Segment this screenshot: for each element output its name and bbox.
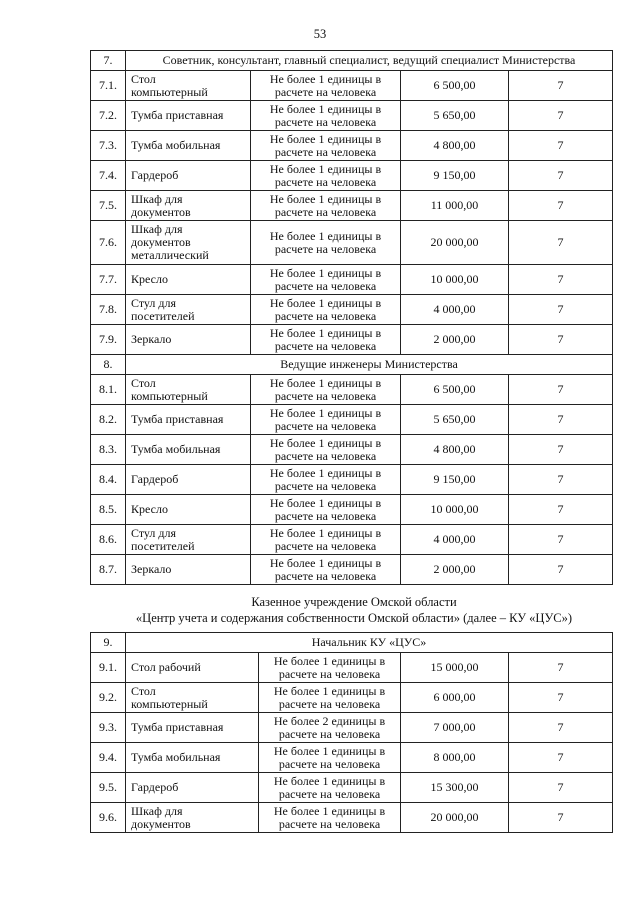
item-name-line: Тумба приставная	[131, 412, 224, 426]
table-row	[91, 161, 613, 191]
service-years: 7	[509, 555, 613, 585]
row-number: 7.9.	[91, 325, 126, 355]
item-price: 10 000,00	[401, 265, 509, 295]
row-number: 7.8.	[91, 295, 126, 325]
quantity-norm-line: расчете на человека	[274, 448, 377, 463]
item-name	[126, 325, 251, 355]
quantity-norm	[251, 465, 401, 495]
quantity-norm-line: Не более 1 единицы в	[269, 555, 382, 570]
service-years: 7	[509, 525, 613, 555]
table-row	[91, 221, 613, 265]
row-number: 9.3.	[91, 713, 126, 743]
quantity-norm	[251, 131, 401, 161]
service-years: 7	[509, 265, 613, 295]
item-name-line: металлический	[131, 248, 209, 262]
section-header-row	[91, 51, 613, 71]
org-heading-line2: «Центр учета и содержания собственности Омской области» (далее – КУ «ЦУС»)	[135, 611, 573, 625]
service-years: 7	[509, 375, 613, 405]
item-price: 4 800,00	[401, 435, 509, 465]
item-price: 6 500,00	[401, 71, 509, 101]
service-years: 7	[509, 465, 613, 495]
quantity-norm	[251, 525, 401, 555]
table-row	[91, 265, 613, 295]
quantity-norm-line: расчете на человека	[278, 756, 381, 771]
quantity-norm-line: Не более 1 единицы в	[269, 191, 382, 206]
service-years: 7	[509, 325, 613, 355]
item-name-line: Тумба мобильная	[131, 750, 221, 764]
item-name	[126, 405, 251, 435]
quantity-norm-line: расчете на человека	[278, 726, 381, 741]
row-number: 8.1.	[91, 375, 126, 405]
table-row	[91, 325, 613, 355]
item-price: 4 800,00	[401, 131, 509, 161]
item-name	[126, 71, 251, 101]
section-title: Ведущие инженеры Министерства	[126, 355, 613, 375]
table-row	[91, 71, 613, 101]
service-years: 7	[509, 773, 613, 803]
row-number: 9.1.	[91, 653, 126, 683]
item-name-line: Стол	[131, 71, 156, 86]
page-number: 53	[313, 27, 327, 41]
row-number: 8.4.	[91, 465, 126, 495]
quantity-norm-line: Не более 1 единицы в	[269, 101, 382, 116]
service-years: 7	[509, 161, 613, 191]
item-name	[126, 435, 251, 465]
item-name-line: Стол	[131, 683, 156, 698]
item-name-line: Шкаф для	[131, 222, 183, 236]
item-price: 20 000,00	[401, 803, 509, 833]
service-years: 7	[509, 803, 613, 833]
quantity-norm	[251, 71, 401, 101]
item-name	[126, 295, 251, 325]
item-name	[126, 495, 251, 525]
quantity-norm-line: Не более 1 единицы в	[269, 375, 382, 390]
quantity-norm-line: расчете на человека	[274, 144, 377, 159]
service-years: 7	[509, 743, 613, 773]
row-number: 9.6.	[91, 803, 126, 833]
row-number: 7.2.	[91, 101, 126, 131]
row-number: 8.2.	[91, 405, 126, 435]
quantity-norm-line: расчете на человека	[274, 308, 377, 323]
quantity-norm-line: Не более 1 единицы в	[269, 71, 382, 86]
row-number: 8.7.	[91, 555, 126, 585]
quantity-norm	[251, 495, 401, 525]
furniture-table-ministry	[90, 50, 613, 585]
quantity-norm-line: Не более 1 единицы в	[269, 295, 382, 310]
quantity-norm-line: Не более 1 единицы в	[269, 435, 382, 450]
item-price: 15 000,00	[401, 653, 509, 683]
item-name	[126, 803, 259, 833]
row-number: 9.4.	[91, 743, 126, 773]
quantity-norm-line: Не более 1 единицы в	[269, 525, 382, 540]
quantity-norm-line: расчете на человека	[278, 816, 381, 831]
item-name	[126, 221, 251, 265]
item-price: 9 150,00	[401, 161, 509, 191]
quantity-norm-line: расчете на человека	[274, 278, 377, 293]
quantity-norm-line: расчете на человека	[274, 204, 377, 219]
table-row	[91, 525, 613, 555]
item-name	[126, 683, 259, 713]
item-price: 5 650,00	[401, 405, 509, 435]
item-name-line: Зеркало	[131, 332, 172, 346]
row-number: 7.6.	[91, 221, 126, 265]
quantity-norm-line: Не более 1 единицы в	[273, 803, 386, 818]
table-row	[91, 713, 613, 743]
item-name-line: посетителей	[131, 538, 195, 553]
item-name	[126, 525, 251, 555]
section-title: Начальник КУ «ЦУС»	[126, 633, 613, 653]
section-number: 8.	[91, 355, 126, 375]
row-number: 9.5.	[91, 773, 126, 803]
quantity-norm-line: расчете на человека	[274, 538, 377, 553]
item-name-line: Тумба приставная	[131, 108, 224, 122]
table-row	[91, 743, 613, 773]
item-name-line: Кресло	[131, 502, 168, 516]
item-price: 6 500,00	[401, 375, 509, 405]
quantity-norm	[259, 653, 401, 683]
row-number: 9.2.	[91, 683, 126, 713]
section-header-row	[91, 633, 613, 653]
quantity-norm	[251, 221, 401, 265]
row-number: 7.3.	[91, 131, 126, 161]
quantity-norm	[259, 713, 401, 743]
item-name-line: Гардероб	[131, 472, 179, 486]
table-row	[91, 803, 613, 833]
item-name-line: документов	[131, 816, 191, 831]
row-number: 8.5.	[91, 495, 126, 525]
row-number: 8.3.	[91, 435, 126, 465]
table-row	[91, 435, 613, 465]
quantity-norm-line: расчете на человека	[274, 418, 377, 433]
quantity-norm-line: Не более 1 единицы в	[273, 683, 386, 698]
item-name-line: документов	[131, 235, 191, 249]
quantity-norm-line: расчете на человека	[278, 786, 381, 801]
service-years: 7	[509, 131, 613, 161]
table-row	[91, 295, 613, 325]
item-name-line: Стул для	[131, 295, 177, 310]
item-name	[126, 653, 259, 683]
quantity-norm	[251, 161, 401, 191]
section-number: 7.	[91, 51, 126, 71]
quantity-norm-line: Не более 1 единицы в	[269, 405, 382, 420]
row-number: 7.7.	[91, 265, 126, 295]
item-name	[126, 131, 251, 161]
table-row	[91, 653, 613, 683]
table-row	[91, 405, 613, 435]
quantity-norm-line: Не более 1 единицы в	[273, 773, 386, 788]
item-name-line: компьютерный	[131, 84, 208, 99]
item-price: 15 300,00	[401, 773, 509, 803]
quantity-norm-line: расчете на человека	[278, 696, 381, 711]
item-name-line: Гардероб	[131, 780, 179, 794]
quantity-norm	[259, 773, 401, 803]
item-name	[126, 555, 251, 585]
item-name	[126, 191, 251, 221]
quantity-norm-line: Не более 1 единицы в	[269, 265, 382, 280]
quantity-norm-line: Не более 1 единицы в	[269, 465, 382, 480]
table-row	[91, 465, 613, 495]
table-row	[91, 495, 613, 525]
quantity-norm-line: расчете на человека	[278, 666, 381, 681]
quantity-norm	[251, 405, 401, 435]
item-price: 6 000,00	[401, 683, 509, 713]
item-name	[126, 773, 259, 803]
table-row	[91, 101, 613, 131]
item-name-line: Тумба мобильная	[131, 442, 221, 456]
item-name-line: посетителей	[131, 308, 195, 323]
service-years: 7	[509, 71, 613, 101]
item-name-line: Тумба приставная	[131, 720, 224, 734]
quantity-norm	[259, 743, 401, 773]
quantity-norm-line: расчете на человека	[274, 174, 377, 189]
service-years: 7	[509, 653, 613, 683]
quantity-norm-line: расчете на человека	[274, 478, 377, 493]
item-price: 2 000,00	[401, 325, 509, 355]
item-name-line: Тумба мобильная	[131, 138, 221, 152]
item-price: 10 000,00	[401, 495, 509, 525]
quantity-norm	[251, 375, 401, 405]
quantity-norm-line: Не более 1 единицы в	[269, 228, 382, 243]
item-name	[126, 101, 251, 131]
service-years: 7	[509, 435, 613, 465]
item-name-line: Кресло	[131, 272, 168, 286]
service-years: 7	[509, 713, 613, 743]
quantity-norm-line: Не более 1 единицы в	[269, 495, 382, 510]
org-heading-line1: Казенное учреждение Омской области	[251, 595, 457, 609]
quantity-norm	[251, 435, 401, 465]
item-name-line: Зеркало	[131, 562, 172, 576]
item-price: 2 000,00	[401, 555, 509, 585]
item-name-line: Стол	[131, 375, 156, 390]
service-years: 7	[509, 683, 613, 713]
org-heading	[96, 594, 612, 626]
table-row	[91, 131, 613, 161]
section-title: Советник, консультант, главный специалист, ведущий специалист Министерства	[126, 51, 613, 71]
quantity-norm-line: расчете на человека	[274, 508, 377, 523]
quantity-norm-line: расчете на человека	[274, 388, 377, 403]
item-price: 9 150,00	[401, 465, 509, 495]
row-number: 7.1.	[91, 71, 126, 101]
item-name	[126, 161, 251, 191]
item-price: 8 000,00	[401, 743, 509, 773]
item-price: 4 000,00	[401, 525, 509, 555]
quantity-norm	[251, 295, 401, 325]
item-name	[126, 713, 259, 743]
quantity-norm-line: расчете на человека	[274, 241, 377, 256]
item-name-line: Гардероб	[131, 168, 179, 182]
quantity-norm-line: Не более 1 единицы в	[273, 743, 386, 758]
quantity-norm-line: Не более 1 единицы в	[273, 653, 386, 668]
quantity-norm	[251, 265, 401, 295]
item-price: 5 650,00	[401, 101, 509, 131]
quantity-norm-line: Не более 1 единицы в	[269, 325, 382, 340]
quantity-norm-line: расчете на человека	[274, 114, 377, 129]
item-price: 4 000,00	[401, 295, 509, 325]
service-years: 7	[509, 191, 613, 221]
item-name-line: Стол рабочий	[131, 660, 201, 674]
table-row	[91, 375, 613, 405]
quantity-norm	[259, 803, 401, 833]
quantity-norm-line: расчете на человека	[274, 84, 377, 99]
item-price: 11 000,00	[401, 191, 509, 221]
table-row	[91, 191, 613, 221]
row-number: 7.5.	[91, 191, 126, 221]
section-header-row	[91, 355, 613, 375]
service-years: 7	[509, 405, 613, 435]
item-name	[126, 375, 251, 405]
item-name	[126, 743, 259, 773]
table-row	[91, 773, 613, 803]
table-row	[91, 555, 613, 585]
quantity-norm-line: Не более 2 единицы в	[273, 713, 386, 728]
row-number: 7.4.	[91, 161, 126, 191]
service-years: 7	[509, 101, 613, 131]
item-price: 7 000,00	[401, 713, 509, 743]
item-price: 20 000,00	[401, 221, 509, 265]
quantity-norm-line: Не более 1 единицы в	[269, 161, 382, 176]
section-number: 9.	[91, 633, 126, 653]
service-years: 7	[509, 495, 613, 525]
table-row	[91, 683, 613, 713]
quantity-norm-line: расчете на человека	[274, 338, 377, 353]
furniture-table-kucus	[90, 632, 613, 833]
quantity-norm-line: расчете на человека	[274, 568, 377, 583]
quantity-norm	[251, 325, 401, 355]
row-number: 8.6.	[91, 525, 126, 555]
quantity-norm	[259, 683, 401, 713]
item-name-line: Стул для	[131, 525, 177, 540]
service-years: 7	[509, 221, 613, 265]
item-name	[126, 265, 251, 295]
quantity-norm	[251, 101, 401, 131]
quantity-norm	[251, 555, 401, 585]
item-name-line: Шкаф для	[131, 191, 183, 206]
item-name	[126, 465, 251, 495]
item-name-line: Шкаф для	[131, 803, 183, 818]
item-name-line: документов	[131, 204, 191, 219]
service-years: 7	[509, 295, 613, 325]
quantity-norm	[251, 191, 401, 221]
quantity-norm-line: Не более 1 единицы в	[269, 131, 382, 146]
item-name-line: компьютерный	[131, 388, 208, 403]
item-name-line: компьютерный	[131, 696, 208, 711]
